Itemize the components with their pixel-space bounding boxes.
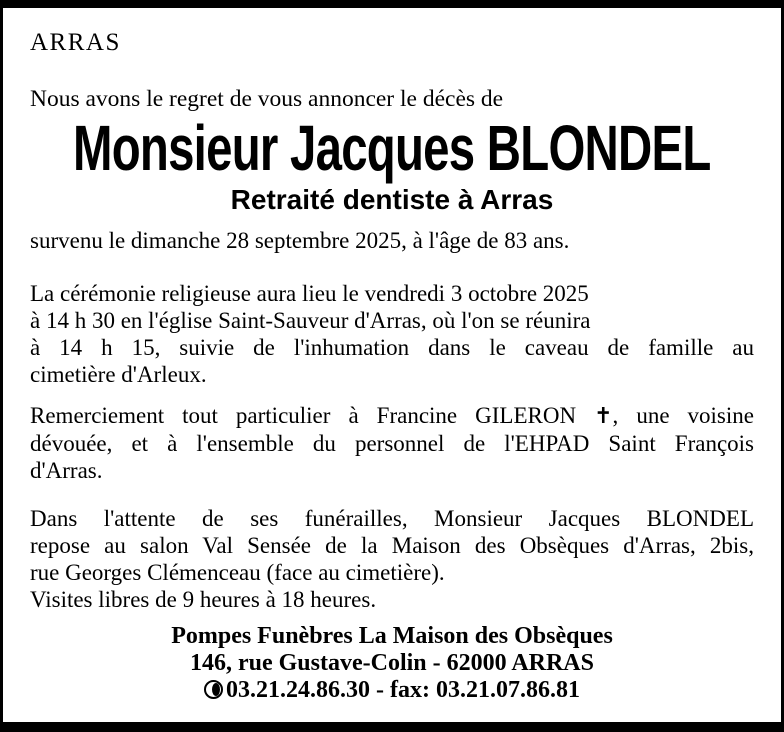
paragraph-line: La cérémonie religieuse aura lieu le vendredi 3 octobre 2025 — [30, 281, 589, 306]
paragraph-line — [30, 402, 754, 430]
phone-dial-shape — [212, 683, 220, 696]
paragraph-line: Dans l'attente de ses funérailles, Monsieur Jacques BLONDEL — [30, 506, 754, 531]
death-date-line: survenu le dimanche 28 septembre 2025, à l'âge de 83 ans. — [30, 228, 570, 253]
thanks-paragraph — [30, 402, 754, 484]
paragraph-line: Visites libres de 9 heures à 18 heures. — [30, 587, 377, 612]
deceased-name-wrap — [30, 114, 754, 182]
city-label: ARRAS — [30, 29, 121, 56]
repose-paragraph — [30, 505, 754, 613]
paragraph-line: à 14 h 30 en l'église Saint-Sauveur d'Arras, où l'on se réunira — [30, 308, 591, 333]
thanks-text-after: , une voisine — [612, 403, 754, 428]
funeral-home-address: 146, rue Gustave-Colin - 62000 ARRAS — [189, 650, 594, 676]
ceremony-paragraph — [30, 280, 754, 388]
funeral-home-name: Pompes Funèbres La Maison des Obsèques — [171, 623, 613, 649]
paragraph-line: à 14 h 15, suivie de l'inhumation dans le caveau de famille au — [30, 335, 754, 360]
cross-icon: ✝ — [594, 404, 613, 429]
paragraph-line: d'Arras. — [30, 458, 103, 483]
paragraph-line: rue Georges Clémenceau (face au cimetière). — [30, 560, 445, 585]
phone-fax-text: 03.21.24.86.30 - fax: 03.21.07.86.81 — [226, 677, 580, 703]
funeral-home-block — [30, 623, 754, 704]
deceased-title: Retraité dentiste à Arras — [230, 184, 554, 215]
thanks-text-before: Remerciement tout particulier à Francine GILERON — [30, 403, 595, 428]
paragraph-line: repose au salon Val Sensée de la Maison des Obsèques d'Arras, 2bis, — [30, 533, 754, 558]
paragraph-line: cimetière d'Arleux. — [30, 362, 207, 387]
deceased-name: Monsieur Jacques BLONDEL — [73, 112, 711, 184]
phone-fax-line — [30, 677, 754, 704]
paragraph-line: dévouée, et à l'ensemble du personnel de l'EHPAD Saint François — [30, 431, 754, 456]
intro-text: Nous avons le regret de vous annoncer le décès de — [30, 86, 504, 112]
phone-icon — [204, 680, 223, 699]
